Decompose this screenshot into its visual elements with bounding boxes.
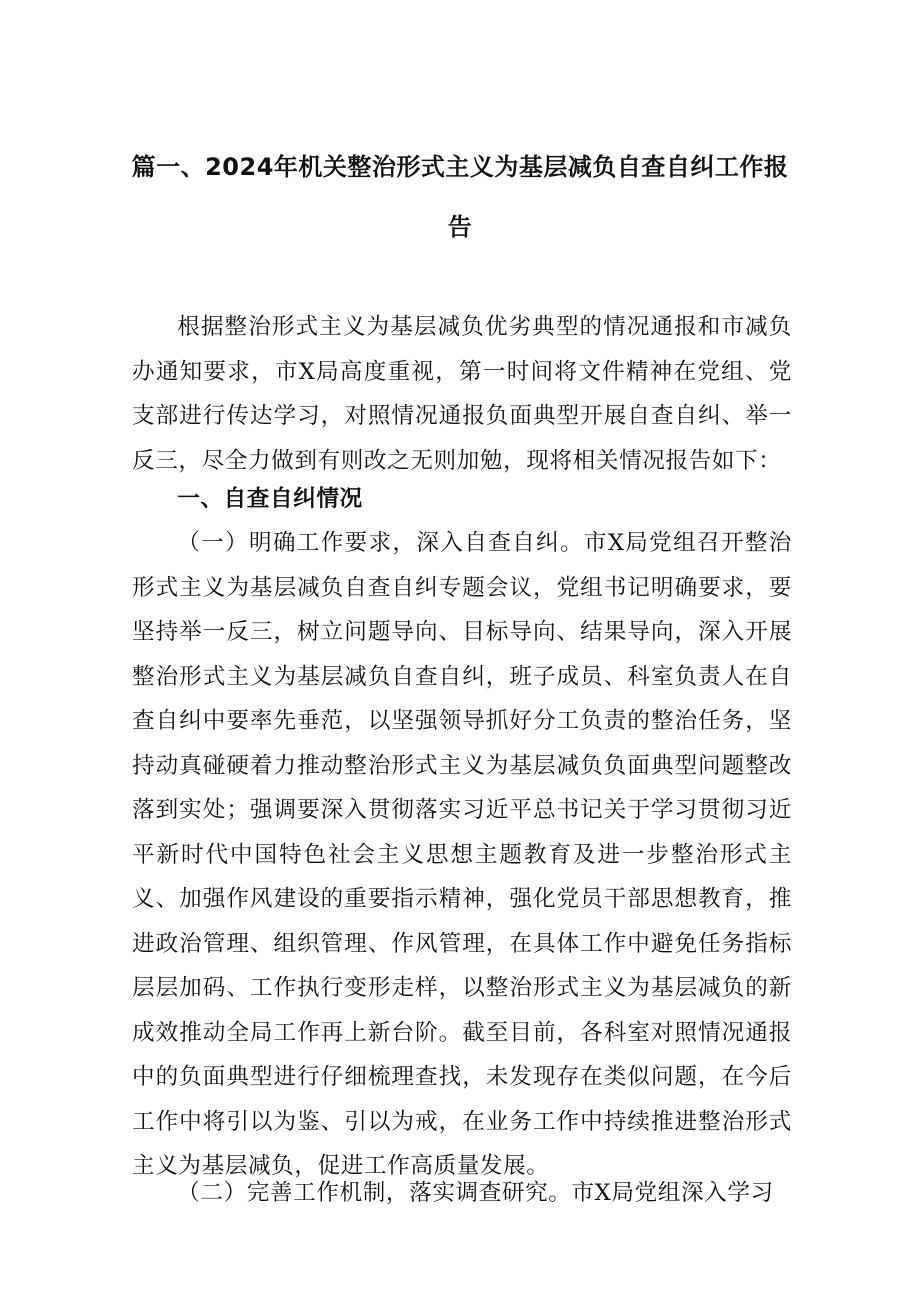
document-title-line2: 告 [447, 213, 473, 241]
document-title-line1: 篇一、2024年机关整治形式主义为基层减负自查自纠工作报 [131, 153, 789, 181]
section1-heading: 一、自查自纠情况 [177, 486, 363, 512]
item1-paragraph: （一）明确工作要求，深入自查自纠。市X局党组召开整治形式主义为基层减负自查自纠专题会议，党组书记明确要求，要坚持举一反三，树立问题导向、目标导向、结果导向，深入开展整治形式主义为基层减负自查自纠，班子成员、科室负责人在自查自纠中要率先垂范，以坚强领导抓好分工负责的整治任务，坚持动真碰硬着力推动整治形式主义为基层减负负面典型问题整改落到实处；强调要深入贯彻落实习近平总书记关于学习贯彻习近平新时代中国特色社会主义思想主题教育及进一步整治形式主义、加强作风建设的重要指示精神，强化党员干部思想教育，推进政治管理、组织管理、作风管理，在具体工作中避免任务指标层层加码、工作执行变形走样，以整治形式主义为基层减负的新成效推动全局工作再上新台阶。截至目前，各科室对照情况通报中的负面典型进行仔细梳理查找，未发现存在类似问题，在今后工作中将引以为鉴、引以为戒，在业务工作中持续推进整治形式主义为基层减负，促进工作高质量发展。 [132, 530, 792, 1179]
intro-paragraph: 根据整治形式主义为基层减负优劣典型的情况通报和市减负办通知要求，市X局高度重视，第一时间将文件精神在党组、党支部进行传达学习，对照情况通报负面典型开展自查自纠、举一反三，尽全力做到有则改之无则加勉，现将相关情况报告如下： [132, 314, 792, 474]
item2-paragraph: （二）完善工作机制，落实调查研究。市X局党组深入学习 [177, 1180, 774, 1206]
